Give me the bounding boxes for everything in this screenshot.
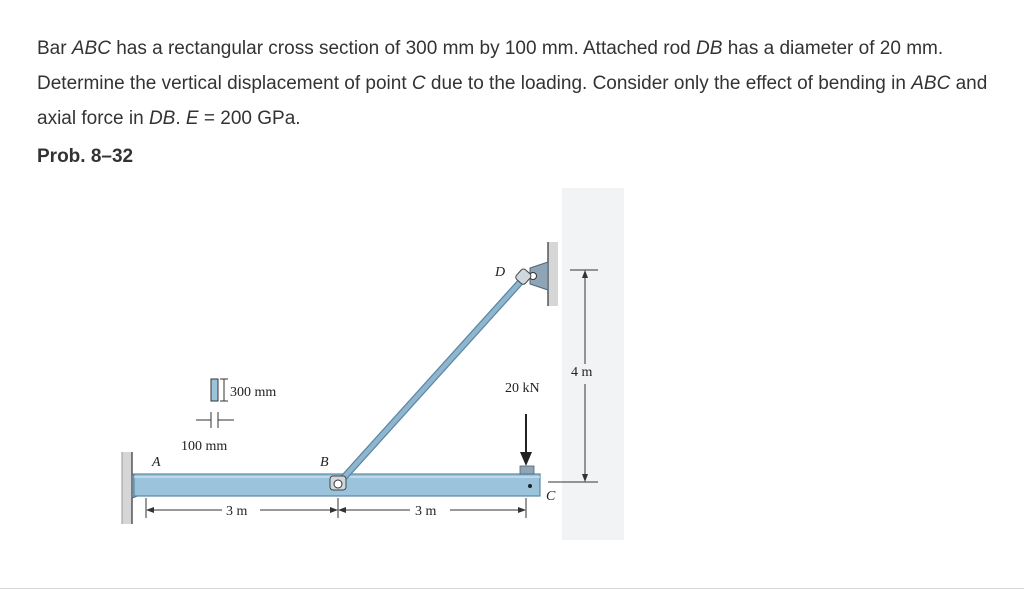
problem-figure	[100, 186, 630, 546]
wall-a	[122, 452, 132, 524]
point-a-label: A	[152, 455, 161, 470]
clevis-b	[330, 476, 346, 490]
span-ab-label: 3 m	[226, 504, 248, 519]
cross-section	[196, 379, 234, 428]
point-b-label: B	[320, 455, 329, 470]
term-db: DB	[148, 108, 176, 129]
point-c-label: C	[546, 489, 556, 504]
term-abc: ABC	[911, 73, 951, 94]
wall-d	[548, 242, 558, 306]
load-label: 20 kN	[505, 381, 540, 396]
section-height-label: 300 mm	[230, 385, 277, 400]
term-abc: ABC	[71, 38, 111, 59]
bottom-divider	[0, 588, 1024, 589]
problem-statement: Bar ABC has a rectangular cross section of 300 mm by 100 mm. Attached rod DB has a diameter of 20 mm. Determine the vertical displacement of point C due to the loading. Consider only the effect of bending in ABC and axial force in DB. E = 200 GPa.	[37, 38, 988, 129]
span-bc-label: 3 m	[415, 504, 437, 519]
point-d-label: D	[495, 265, 506, 280]
figure-panel	[562, 188, 624, 540]
height-label: 4 m	[571, 365, 593, 380]
term-c: C	[411, 73, 426, 94]
rod-db	[338, 278, 524, 484]
section-width-label: 100 mm	[181, 439, 228, 454]
problem-number: Prob. 8–32	[37, 146, 134, 167]
span-dimensions	[146, 498, 526, 518]
term-e: E	[185, 108, 199, 129]
term-db: DB	[696, 38, 723, 59]
structure-diagram	[100, 186, 630, 546]
